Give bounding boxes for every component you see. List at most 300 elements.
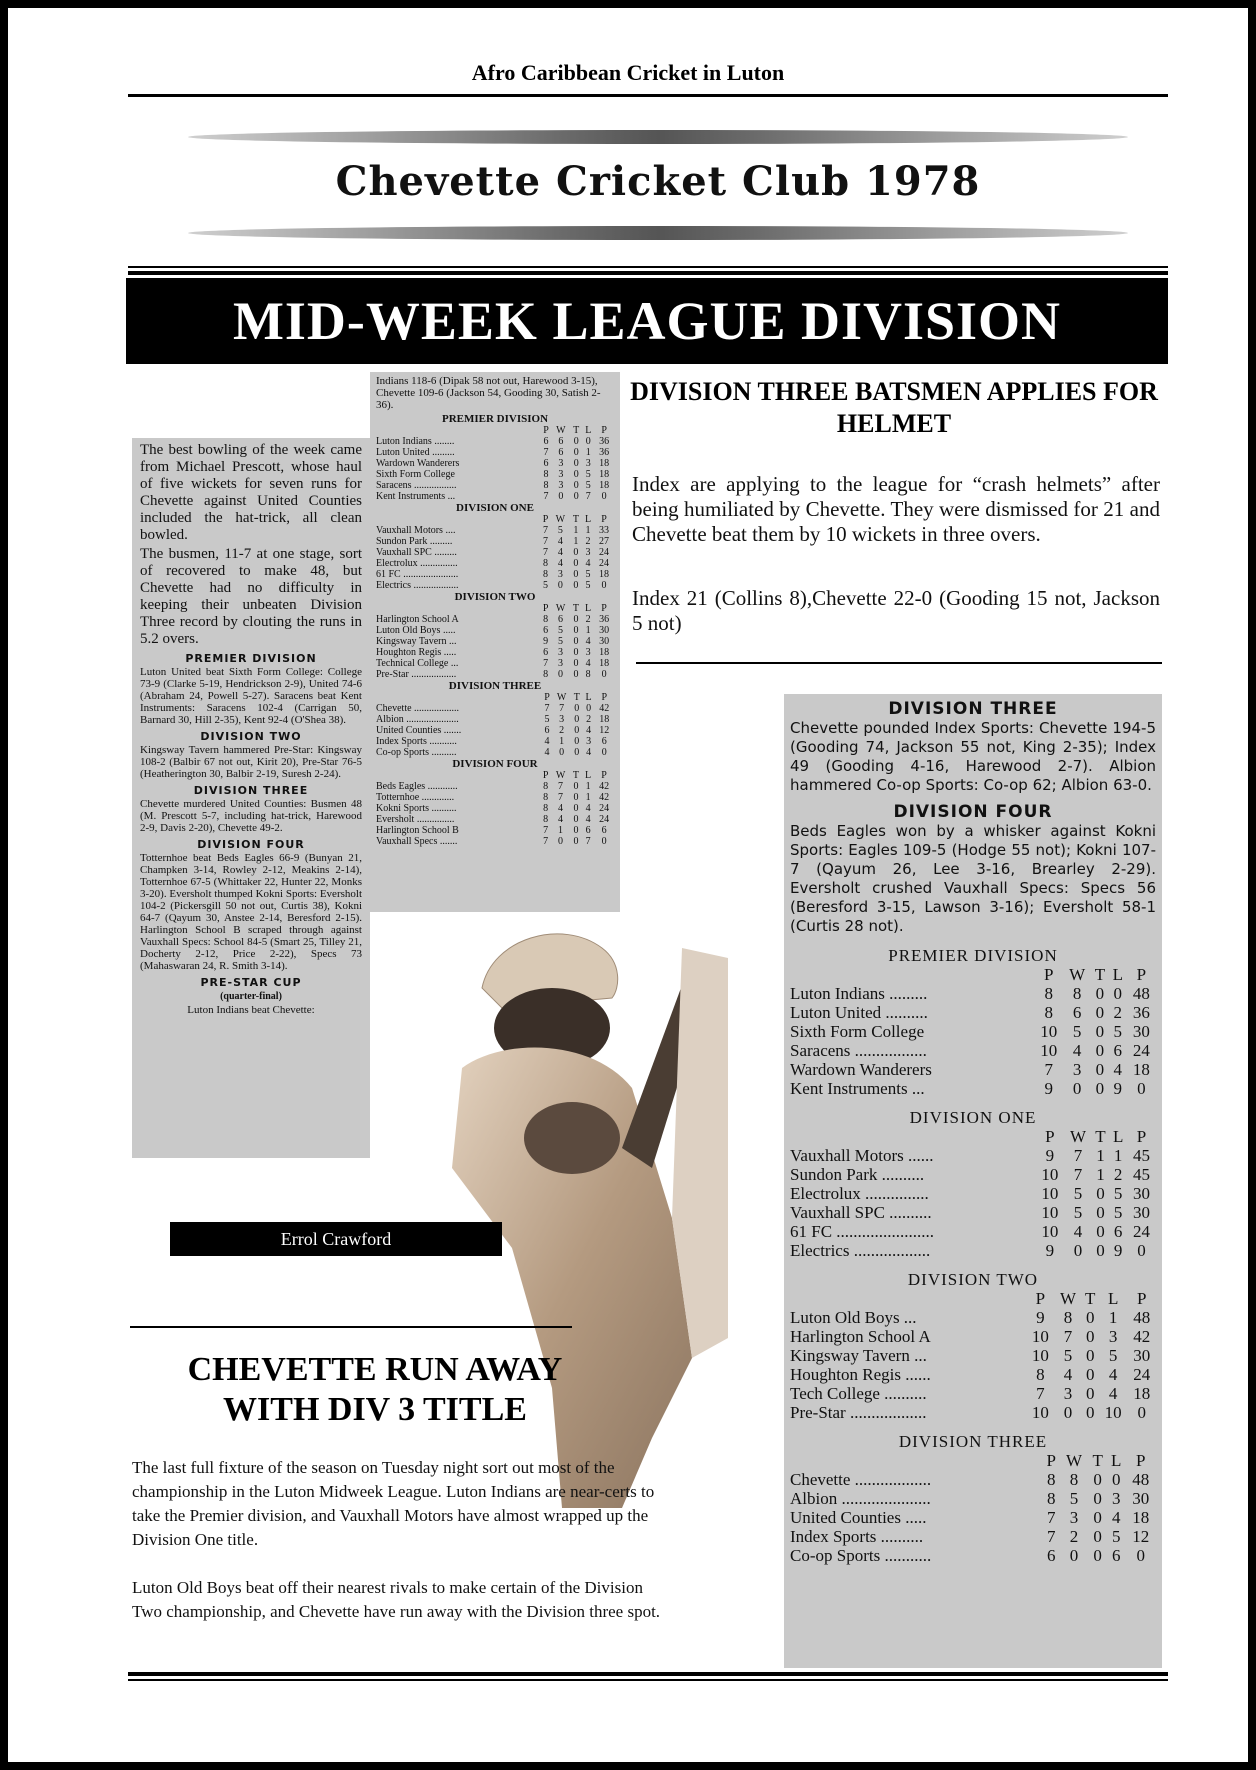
- stat-cell: 0: [601, 836, 607, 847]
- document-page: [8, 8, 1248, 1762]
- clipping-league-tables-small: [370, 372, 620, 912]
- stat-cell: 48: [1133, 1308, 1151, 1327]
- stat-cell: 42: [599, 703, 610, 714]
- stat-cell: 10: [1104, 1403, 1122, 1422]
- stat-cell: 0: [1096, 1184, 1105, 1203]
- clip-left-section-title: PREMIER DIVISION: [185, 652, 317, 665]
- table-row: [790, 1184, 1156, 1203]
- stat-cell: 4: [585, 814, 591, 825]
- stat-cell: 1: [1096, 1146, 1105, 1165]
- clipping-weekly-report: [132, 438, 370, 1158]
- table-row: [790, 1308, 1156, 1327]
- club-banner: [188, 130, 1128, 240]
- clip-right-table-title: DIVISION TWO: [907, 1270, 1039, 1289]
- running-title: Afro Caribbean Cricket in Luton: [471, 60, 785, 85]
- team-name-cell: Index Sports ...........: [376, 736, 457, 747]
- table-row: [790, 1508, 1156, 1527]
- stat-cell: 1: [558, 825, 564, 836]
- clip-left-cup-result: Luton Indians beat Chevette:: [187, 1004, 315, 1016]
- table-row: [376, 725, 614, 736]
- stat-cell: 3: [559, 714, 565, 725]
- team-name-cell: Albion .....................: [790, 1489, 931, 1508]
- header-cell: T: [1085, 1289, 1096, 1308]
- stat-cell: 1: [1096, 1165, 1105, 1184]
- header-cell: L: [585, 770, 592, 781]
- stat-cell: 0: [601, 669, 607, 680]
- stat-cell: 1: [585, 525, 591, 536]
- header-cell: [376, 770, 540, 781]
- stat-cell: 8: [543, 480, 549, 491]
- clip-left-section-text: Totternhoe beat Beds Eagles 66-9 (Bunyan 21, Champken 3-14, Rowley 2-12, Meakins 2-14), Totternhoe 67-5 (Whittaker 22, Hunter 22, Monks 3-20). Eversholt thumped Kokni Sports: Eversholt 104-2 (Pickersgill 50 not out, Curtis 38), Kokni 64-7 (Qayum 30, Anstee 2-14, Beresford 2-15). Harlington School B scraped through against Vauxhall Specs: School 84-5 (Smart 25, Tilley 21, Docherty 2-12, Price 2-22), Specs 73 (Mahaswaran 24, R. Smith 3-14).: [140, 852, 362, 972]
- stat-cell: 3: [585, 458, 591, 469]
- clip-mid-standings-table: [376, 425, 614, 502]
- team-name-cell: Index Sports ..........: [790, 1527, 924, 1546]
- stat-cell: 0: [573, 491, 579, 502]
- header-cell: L: [1112, 965, 1123, 984]
- stat-cell: 0: [1113, 984, 1123, 1003]
- clip-left-section-title: DIVISION TWO: [200, 730, 302, 743]
- stat-cell: 0: [574, 725, 580, 736]
- header-cell: L: [585, 692, 592, 703]
- stat-cell: 7: [1046, 1527, 1056, 1546]
- stat-cell: 0: [1093, 1489, 1102, 1508]
- table-row: [790, 1327, 1156, 1346]
- stat-cell: 0: [573, 792, 579, 803]
- stat-cell: 33: [599, 525, 610, 536]
- stat-cell: 8: [1069, 1470, 1079, 1489]
- table-row: [376, 703, 614, 714]
- stat-cell: 0: [573, 658, 579, 669]
- table-row: [790, 1165, 1156, 1184]
- header-cell: P: [543, 425, 549, 436]
- league-heading: MID-WEEK LEAGUE DIVISION: [126, 278, 1168, 364]
- stat-cell: 24: [599, 558, 610, 569]
- stat-cell: 4: [544, 747, 550, 758]
- clip-right-table-title: DIVISION THREE: [898, 1432, 1048, 1451]
- stat-cell: 30: [1133, 1346, 1151, 1365]
- stat-cell: 0: [573, 625, 579, 636]
- header-cell: L: [585, 603, 592, 614]
- table-row: [790, 1041, 1156, 1060]
- stat-cell: 8: [542, 558, 548, 569]
- stat-cell: 7: [559, 703, 565, 714]
- stat-cell: 0: [1095, 1079, 1105, 1098]
- stat-cell: 2: [585, 536, 591, 547]
- stat-cell: 8: [585, 669, 591, 680]
- stat-cell: 5: [558, 636, 564, 647]
- header-cell: T: [573, 425, 580, 436]
- table-row: [376, 614, 614, 625]
- table-header-row: [376, 514, 614, 525]
- table-row: [790, 1546, 1156, 1565]
- header-cell: P: [1046, 1451, 1056, 1470]
- stat-cell: 6: [544, 725, 550, 736]
- stat-cell: 8: [543, 781, 549, 792]
- stat-cell: 6: [543, 436, 549, 447]
- stat-cell: 4: [1113, 1060, 1123, 1079]
- stat-cell: 3: [557, 569, 563, 580]
- table-row: [376, 747, 614, 758]
- clipping-league-tables-large: [784, 694, 1162, 1668]
- team-name-cell: Kingsway Tavern ...: [376, 636, 457, 647]
- stat-cell: 6: [543, 625, 549, 636]
- team-name-cell: Sundon Park ..........: [790, 1165, 925, 1184]
- stat-cell: 5: [542, 580, 548, 591]
- stat-cell: 2: [586, 714, 592, 725]
- stat-cell: 0: [1093, 1470, 1102, 1489]
- team-name-cell: Electrolux ...............: [376, 558, 458, 569]
- stat-cell: 30: [1133, 1184, 1150, 1203]
- stat-cell: 9: [1044, 1079, 1053, 1098]
- stat-cell: 6: [1113, 1041, 1123, 1060]
- header-cell: P: [1035, 1289, 1046, 1308]
- stat-cell: 10: [1040, 1041, 1058, 1060]
- clip-mid-intro: Indians 118-6 (Dipak 58 not out, Harewood 3-15), Chevette 109-6 (Jackson 54, Gooding 30, Satish 2-36).: [376, 375, 601, 411]
- header-cell: L: [1107, 1289, 1119, 1308]
- clip-right-tables: [790, 946, 1156, 1565]
- stat-cell: 8: [1063, 1308, 1073, 1327]
- stat-cell: 5: [1113, 1203, 1123, 1222]
- stat-cell: 6: [558, 614, 564, 625]
- stat-cell: 48: [1132, 1470, 1150, 1489]
- header-cell: P: [542, 603, 549, 614]
- stat-cell: 8: [1046, 1470, 1056, 1489]
- stat-cell: 6: [543, 647, 549, 658]
- header-cell: P: [1136, 1451, 1146, 1470]
- stat-cell: 0: [574, 747, 580, 758]
- header-cell: P: [544, 692, 550, 703]
- header-cell: P: [1136, 1289, 1147, 1308]
- stat-cell: 5: [585, 580, 591, 591]
- stat-cell: 4: [1108, 1384, 1118, 1403]
- stat-cell: 18: [599, 469, 610, 480]
- team-name-cell: Chevette ..................: [790, 1470, 932, 1489]
- clip-right-table-title: DIVISION ONE: [909, 1108, 1037, 1127]
- team-name-cell: Electrics ..................: [790, 1241, 931, 1260]
- header-cell: P: [601, 514, 607, 525]
- runaway-rule: [130, 1326, 572, 1328]
- stat-cell: 3: [558, 458, 564, 469]
- team-name-cell: Totternhoe .............: [376, 792, 455, 803]
- stat-cell: 0: [573, 647, 579, 658]
- stat-cell: 0: [1073, 1241, 1083, 1260]
- table-row: [790, 1146, 1156, 1165]
- team-name-cell: Kent Instruments ...: [790, 1079, 925, 1098]
- clip-left-section-text: Kingsway Tavern hammered Pre-Star: Kingsway 108-2 (Balbir 67 not out, Kirit 20), Pre-Star 76-5 (Heatherington 30, Balbir 2-19, Suresh 2-24).: [140, 744, 362, 780]
- stat-cell: 0: [601, 580, 607, 591]
- stat-cell: 4: [585, 658, 591, 669]
- stat-cell: 7: [543, 836, 549, 847]
- header-cell: T: [572, 514, 579, 525]
- stat-cell: 0: [573, 558, 579, 569]
- stat-cell: 0: [573, 447, 579, 458]
- stat-cell: 3: [1069, 1508, 1079, 1527]
- stat-cell: 1: [585, 781, 591, 792]
- stat-cell: 7: [1063, 1327, 1073, 1346]
- stat-cell: 7: [585, 491, 591, 502]
- team-name-cell: Kokni Sports ..........: [376, 803, 457, 814]
- stat-cell: 0: [573, 458, 579, 469]
- table-header-row: [376, 692, 614, 703]
- stat-cell: 5: [1072, 1022, 1082, 1041]
- stat-cell: 18: [599, 480, 610, 491]
- banner-bar-bottom: [188, 226, 1128, 240]
- stat-cell: 36: [599, 447, 610, 458]
- clip-right-div4-title: DIVISION FOUR: [893, 802, 1053, 822]
- header-cell: P: [1045, 1127, 1055, 1146]
- stat-cell: 0: [558, 491, 564, 502]
- team-name-cell: Kingsway Tavern ...: [790, 1346, 927, 1365]
- stat-cell: 5: [558, 625, 564, 636]
- team-name-cell: Sixth Form College: [376, 469, 455, 480]
- table-row: [376, 647, 614, 658]
- stat-cell: 10: [1041, 1184, 1059, 1203]
- stat-cell: 7: [543, 825, 549, 836]
- table-row: [376, 580, 614, 591]
- table-row: [376, 814, 614, 825]
- table-row: [790, 1527, 1156, 1546]
- stat-cell: 3: [585, 647, 591, 658]
- stat-cell: 0: [586, 703, 592, 714]
- stat-cell: 0: [1085, 1384, 1095, 1403]
- stat-cell: 18: [1132, 1508, 1150, 1527]
- team-name-cell: Vauxhall Motors ......: [790, 1146, 934, 1165]
- team-name-cell: Houghton Regis .....: [376, 647, 457, 658]
- stat-cell: 10: [1040, 1022, 1058, 1041]
- table-row: [790, 1079, 1156, 1098]
- header-cell: L: [1112, 1127, 1124, 1146]
- stat-cell: 0: [1093, 1508, 1102, 1527]
- stat-cell: 0: [601, 491, 607, 502]
- club-title: Chevette Cricket Club 1978: [335, 158, 981, 205]
- stat-cell: 0: [1137, 1241, 1146, 1260]
- stat-cell: 18: [599, 569, 610, 580]
- table-header-row: [790, 965, 1156, 984]
- stat-cell: 5: [585, 569, 591, 580]
- stat-cell: 10: [1041, 1222, 1059, 1241]
- stat-cell: 5: [1073, 1203, 1083, 1222]
- stat-cell: 5: [1069, 1489, 1079, 1508]
- stat-cell: 3: [558, 469, 564, 480]
- header-cell: P: [601, 425, 607, 436]
- stat-cell: 0: [1112, 1470, 1121, 1489]
- stat-cell: 0: [1085, 1327, 1095, 1346]
- footer-rule-thin: [128, 1679, 1168, 1681]
- stat-cell: 3: [1112, 1489, 1121, 1508]
- table-row: [790, 1060, 1156, 1079]
- clip-left-lead: The best bowling of the week came from Michael Prescott, whose haul of five wickets for seven runs for Chevette against United Counties included the hat-trick, all clean bowled.: [140, 442, 362, 543]
- clip-right-standings-table: [790, 1127, 1156, 1260]
- team-name-cell: Saracens .................: [790, 1041, 927, 1060]
- table-row: [376, 447, 614, 458]
- table-header-row: [790, 1289, 1156, 1308]
- table-header-row: [376, 770, 614, 781]
- team-name-cell: Harlington School A: [790, 1327, 931, 1346]
- stat-cell: 7: [542, 525, 548, 536]
- team-name-cell: Harlington School B: [376, 825, 459, 836]
- stat-cell: 6: [558, 447, 564, 458]
- table-row: [790, 1403, 1156, 1422]
- table-row: [376, 792, 614, 803]
- stat-cell: 3: [558, 480, 564, 491]
- stat-cell: 3: [558, 647, 564, 658]
- stat-cell: 5: [1073, 1184, 1083, 1203]
- stat-cell: 1: [559, 736, 565, 747]
- clip-mid-table-title: DIVISION ONE: [456, 502, 534, 514]
- team-name-cell: Houghton Regis ......: [790, 1365, 931, 1384]
- stat-cell: 4: [557, 536, 563, 547]
- team-name-cell: Pre-Star ..................: [376, 669, 457, 680]
- header-cell: T: [1095, 1127, 1106, 1146]
- table-header-row: [376, 603, 614, 614]
- stat-cell: 8: [543, 814, 549, 825]
- stat-cell: 1: [1108, 1308, 1118, 1327]
- stat-cell: 6: [601, 736, 607, 747]
- clip-right-div4-report: Beds Eagles won by a whisker against Kokni Sports: Eagles 109-5 (Hodge 55 not); Kokni 107-7 (Qayum 26, Lee 3-16, Brearley 2-29). Eversholt crushed Vauxhall Specs: Specs 56 (Beresford 3-15, Lawson 3-16); Eversholt 58-1 (Curtis 28 not).: [790, 822, 1156, 935]
- team-name-cell: Co-op Sports ..........: [376, 747, 457, 758]
- team-name-cell: Vauxhall Motors ....: [376, 525, 456, 536]
- header-cell: W: [1069, 965, 1086, 984]
- header-cell: W: [1060, 1289, 1077, 1308]
- stat-cell: 18: [1132, 1060, 1150, 1079]
- stat-cell: 0: [573, 436, 579, 447]
- runaway-paragraph-1: The last full fixture of the season on Tuesday night sort out most of the championship in the Luton Midweek League. Luton Indians are near-certs to take the Premier division, and Vauxhall Motors have almost wrapped up the Division One title.: [132, 1458, 655, 1549]
- stat-cell: 0: [1072, 1079, 1082, 1098]
- stat-cell: 30: [599, 636, 610, 647]
- stat-cell: 0: [1085, 1365, 1095, 1384]
- stat-cell: 0: [1095, 1041, 1105, 1060]
- team-name-cell: Electrolux ...............: [790, 1184, 929, 1203]
- stat-cell: 0: [1063, 1403, 1073, 1422]
- table-row: [376, 636, 614, 647]
- header-cell: P: [601, 692, 608, 703]
- table-row: [376, 803, 614, 814]
- stat-cell: 7: [543, 491, 549, 502]
- clip-mid-table-title: PREMIER DIVISION: [441, 413, 549, 425]
- header-cell: T: [1092, 1451, 1103, 1470]
- header-cell: T: [572, 603, 580, 614]
- header-cell: [790, 1451, 1043, 1470]
- clip-left-section-title: PRE-STAR CUP: [200, 976, 302, 989]
- stat-cell: 5: [1113, 1022, 1123, 1041]
- table-row: [376, 658, 614, 669]
- stat-cell: 0: [573, 781, 579, 792]
- stat-cell: 4: [1063, 1365, 1073, 1384]
- team-name-cell: Tech College ..........: [790, 1384, 927, 1403]
- stat-cell: 0: [573, 814, 579, 825]
- stat-cell: 9: [1113, 1241, 1123, 1260]
- header-cell: [376, 692, 542, 703]
- stat-cell: 8: [543, 669, 549, 680]
- table-row: [376, 480, 614, 491]
- stat-cell: 0: [1093, 1527, 1102, 1546]
- stat-cell: 8: [1044, 1003, 1053, 1022]
- stat-cell: 0: [1095, 1003, 1105, 1022]
- stat-cell: 4: [558, 803, 564, 814]
- clip-mid-standings-table: [376, 692, 614, 758]
- clip-left-lead-2: The busmen, 11-7 at one stage, sort of recovered to make 48, but Chevette had no difficulty in keeping their unbeaten Division Three record by clouting the runs in 5.2 overs.: [140, 546, 362, 647]
- photo-caption: Errol Crawford: [170, 1222, 502, 1256]
- team-name-cell: Vauxhall Specs .......: [376, 836, 458, 847]
- table-row: [376, 436, 614, 447]
- header-cell: P: [1136, 1127, 1147, 1146]
- stat-cell: 0: [1137, 1403, 1146, 1422]
- stat-cell: 6: [1112, 1546, 1121, 1565]
- stat-cell: 2: [559, 725, 565, 736]
- stat-cell: 3: [1108, 1327, 1118, 1346]
- stat-cell: 5: [1108, 1346, 1118, 1365]
- team-name-cell: Vauxhall SPC .........: [376, 547, 457, 558]
- table-header-row: [790, 1127, 1156, 1146]
- header-cell: L: [1111, 1451, 1122, 1470]
- stat-cell: 0: [574, 736, 580, 747]
- team-name-cell: Pre-Star ..................: [790, 1403, 927, 1422]
- stat-cell: 5: [1063, 1346, 1073, 1365]
- stat-cell: 18: [1133, 1384, 1151, 1403]
- table-row: [376, 469, 614, 480]
- clip-left-section-text: Luton United beat Sixth Form College: College 73-9 (Clarke 5-19, Hendrickson 2-9), United 74-6 (Abraham 24, Powell 5-27). Saracens beat Kent Instruments: Saracens 102-4 (Carrigan 50, Barnard 30, Hill 2-35), Kent 92-4 (O'Shea 38).: [140, 666, 362, 726]
- header-cell: [790, 1289, 1026, 1308]
- table-row: [790, 1470, 1156, 1489]
- header-cell: L: [584, 514, 592, 525]
- stat-cell: 0: [1096, 1203, 1105, 1222]
- table-row: [790, 1346, 1156, 1365]
- table-row: [376, 781, 614, 792]
- stat-cell: 0: [573, 836, 579, 847]
- stat-cell: 6: [601, 825, 607, 836]
- team-name-cell: Luton Old Boys ...: [790, 1308, 917, 1327]
- stat-cell: 1: [585, 792, 591, 803]
- table-row: [376, 547, 614, 558]
- team-name-cell: Kent Instruments ...: [376, 491, 456, 502]
- stat-cell: 8: [543, 803, 549, 814]
- stat-cell: 0: [1085, 1346, 1095, 1365]
- stat-cell: 18: [599, 714, 610, 725]
- stat-cell: 45: [1133, 1146, 1150, 1165]
- stat-cell: 7: [543, 658, 549, 669]
- stat-cell: 6: [585, 825, 591, 836]
- team-name-cell: Vauxhall SPC ..........: [790, 1203, 932, 1222]
- stat-cell: 10: [1041, 1165, 1059, 1184]
- stat-cell: 8: [1046, 1489, 1056, 1508]
- stat-cell: 1: [573, 525, 579, 536]
- header-cell: [376, 603, 540, 614]
- clip-right-div3-report: Chevette pounded Index Sports: Chevette 194-5 (Gooding 74, Jackson 55 not, King 2-35); Index 49 (Gooding 4-16, Harewood 2-7). Albion hammered Co-op Sports: Co-op 62; Albion 63-0.: [790, 719, 1156, 794]
- table-row: [790, 1022, 1156, 1041]
- stat-cell: 27: [599, 536, 610, 547]
- stat-cell: 0: [574, 714, 580, 725]
- stat-cell: 0: [573, 803, 579, 814]
- clip-mid-tables: [376, 413, 614, 847]
- stat-cell: 36: [599, 614, 610, 625]
- table-row: [376, 491, 614, 502]
- league-rule-top-thick: [128, 271, 1168, 275]
- stat-cell: 36: [1132, 1003, 1150, 1022]
- stat-cell: 18: [599, 458, 610, 469]
- stat-cell: 0: [573, 480, 579, 491]
- stat-cell: 0: [573, 569, 579, 580]
- clip-mid-table-title: DIVISION THREE: [448, 680, 542, 692]
- stat-cell: 0: [573, 547, 579, 558]
- stat-cell: 0: [573, 669, 579, 680]
- stat-cell: 7: [558, 792, 564, 803]
- table-row: [376, 836, 614, 847]
- team-name-cell: Co-op Sports ...........: [790, 1546, 932, 1565]
- header-cell: P: [542, 770, 549, 781]
- header-cell: L: [585, 425, 592, 436]
- team-name-cell: United Counties .....: [790, 1508, 927, 1527]
- banner-bar-top: [188, 130, 1128, 144]
